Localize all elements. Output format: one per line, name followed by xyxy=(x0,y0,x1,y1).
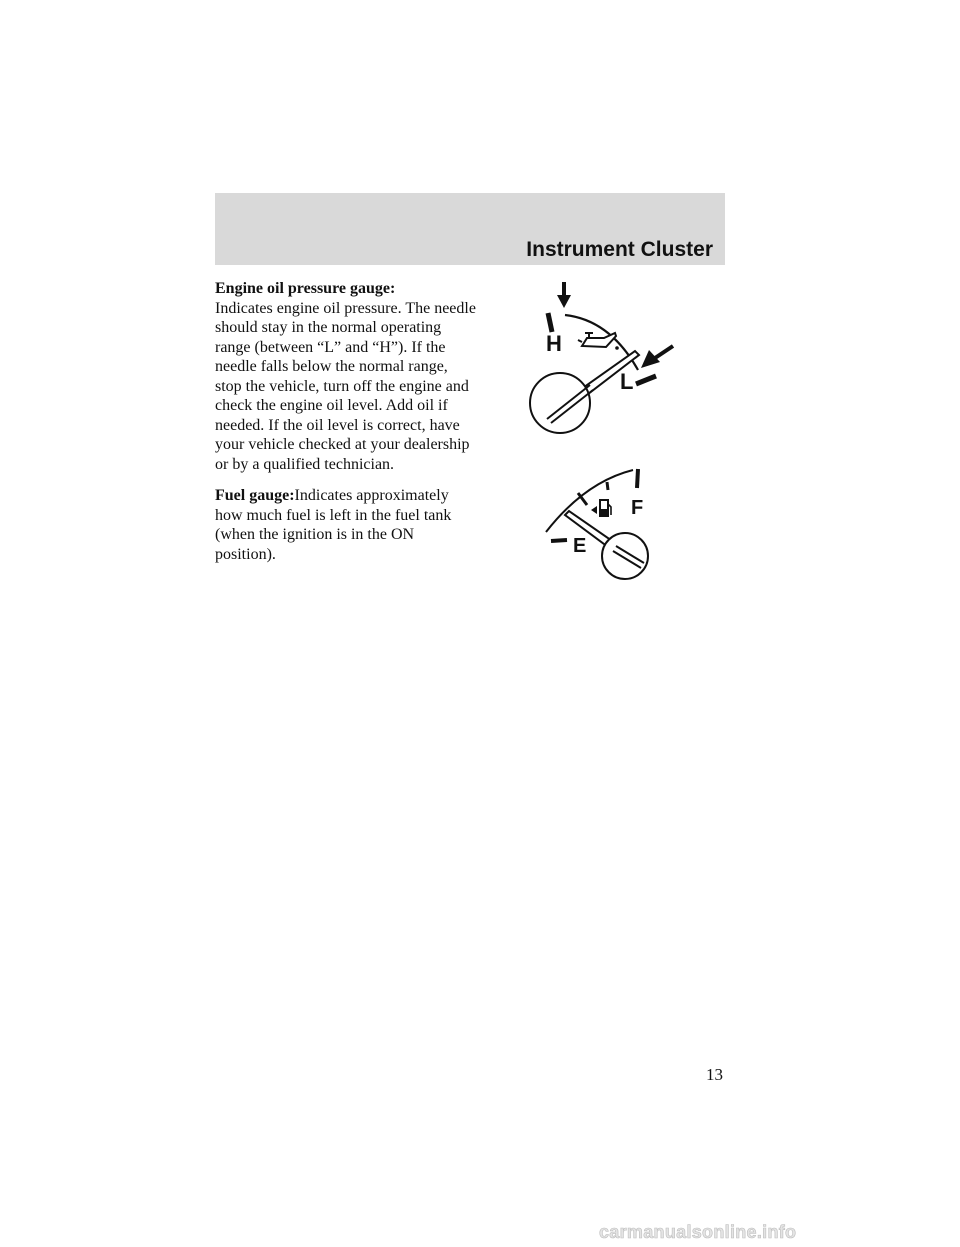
oil-pressure-heading: Engine oil pressure gauge: xyxy=(215,280,396,297)
fuel-gauge-hub xyxy=(602,533,648,579)
oil-gauge-high-tick xyxy=(548,313,552,332)
oil-gauge-right-arrow-head xyxy=(641,350,660,368)
fuel-gauge-body: Indicates approximately how much fuel is left in the fuel tank (when the ignition is in the ON position). xyxy=(215,487,452,563)
fuel-gauge-full-label: F xyxy=(631,497,644,519)
fuel-pump-icon xyxy=(591,500,611,516)
fuel-gauge-paragraph xyxy=(215,486,477,564)
oil-gauge-hub xyxy=(530,373,590,433)
fuel-gauge-half-tick xyxy=(607,482,608,490)
fuel-gauge-heading: Fuel gauge: xyxy=(215,487,295,504)
oil-pressure-paragraph xyxy=(215,279,477,474)
fuel-gauge-drawing xyxy=(545,462,665,584)
fuel-gauge-full-tick xyxy=(637,469,638,488)
oil-pressure-body: Indicates engine oil pressure. The needle should stay in the normal operating range (between “L” and “H”). If the needle falls below the normal range, stop the vehicle, turn off the engine and check the engine oil level. Add oil if needed. If the oil level is correct, have your vehicle checked at your dealership or by a qualified technician. xyxy=(215,299,476,473)
oil-gauge-drawing xyxy=(520,280,680,430)
svg-text:carmanualsonline.info: carmanualsonline.info xyxy=(599,1222,797,1242)
page-number: 13 xyxy=(706,1065,723,1084)
oil-gauge-low-label: L xyxy=(620,369,634,394)
oil-gauge-high-label: H xyxy=(546,331,562,356)
fuel-gauge-illustration xyxy=(545,462,665,584)
fuel-gauge-empty-label: E xyxy=(573,535,587,557)
body-text-column xyxy=(215,279,477,576)
watermark-logo-drawing xyxy=(599,1221,956,1242)
fuel-gauge-dial-arc xyxy=(546,470,633,532)
section-title: Instrument Cluster xyxy=(526,238,713,261)
watermark-logo xyxy=(599,1221,956,1242)
oil-gauge-top-arrow-head xyxy=(557,295,571,308)
oil-can-icon xyxy=(578,333,619,350)
oil-gauge-right-arrow-shaft xyxy=(655,346,673,358)
oil-gauge-low-tick xyxy=(636,376,656,384)
oil-pressure-gauge-illustration xyxy=(520,280,680,430)
section-header-band xyxy=(215,193,725,265)
fuel-gauge-empty-tick xyxy=(551,540,567,541)
